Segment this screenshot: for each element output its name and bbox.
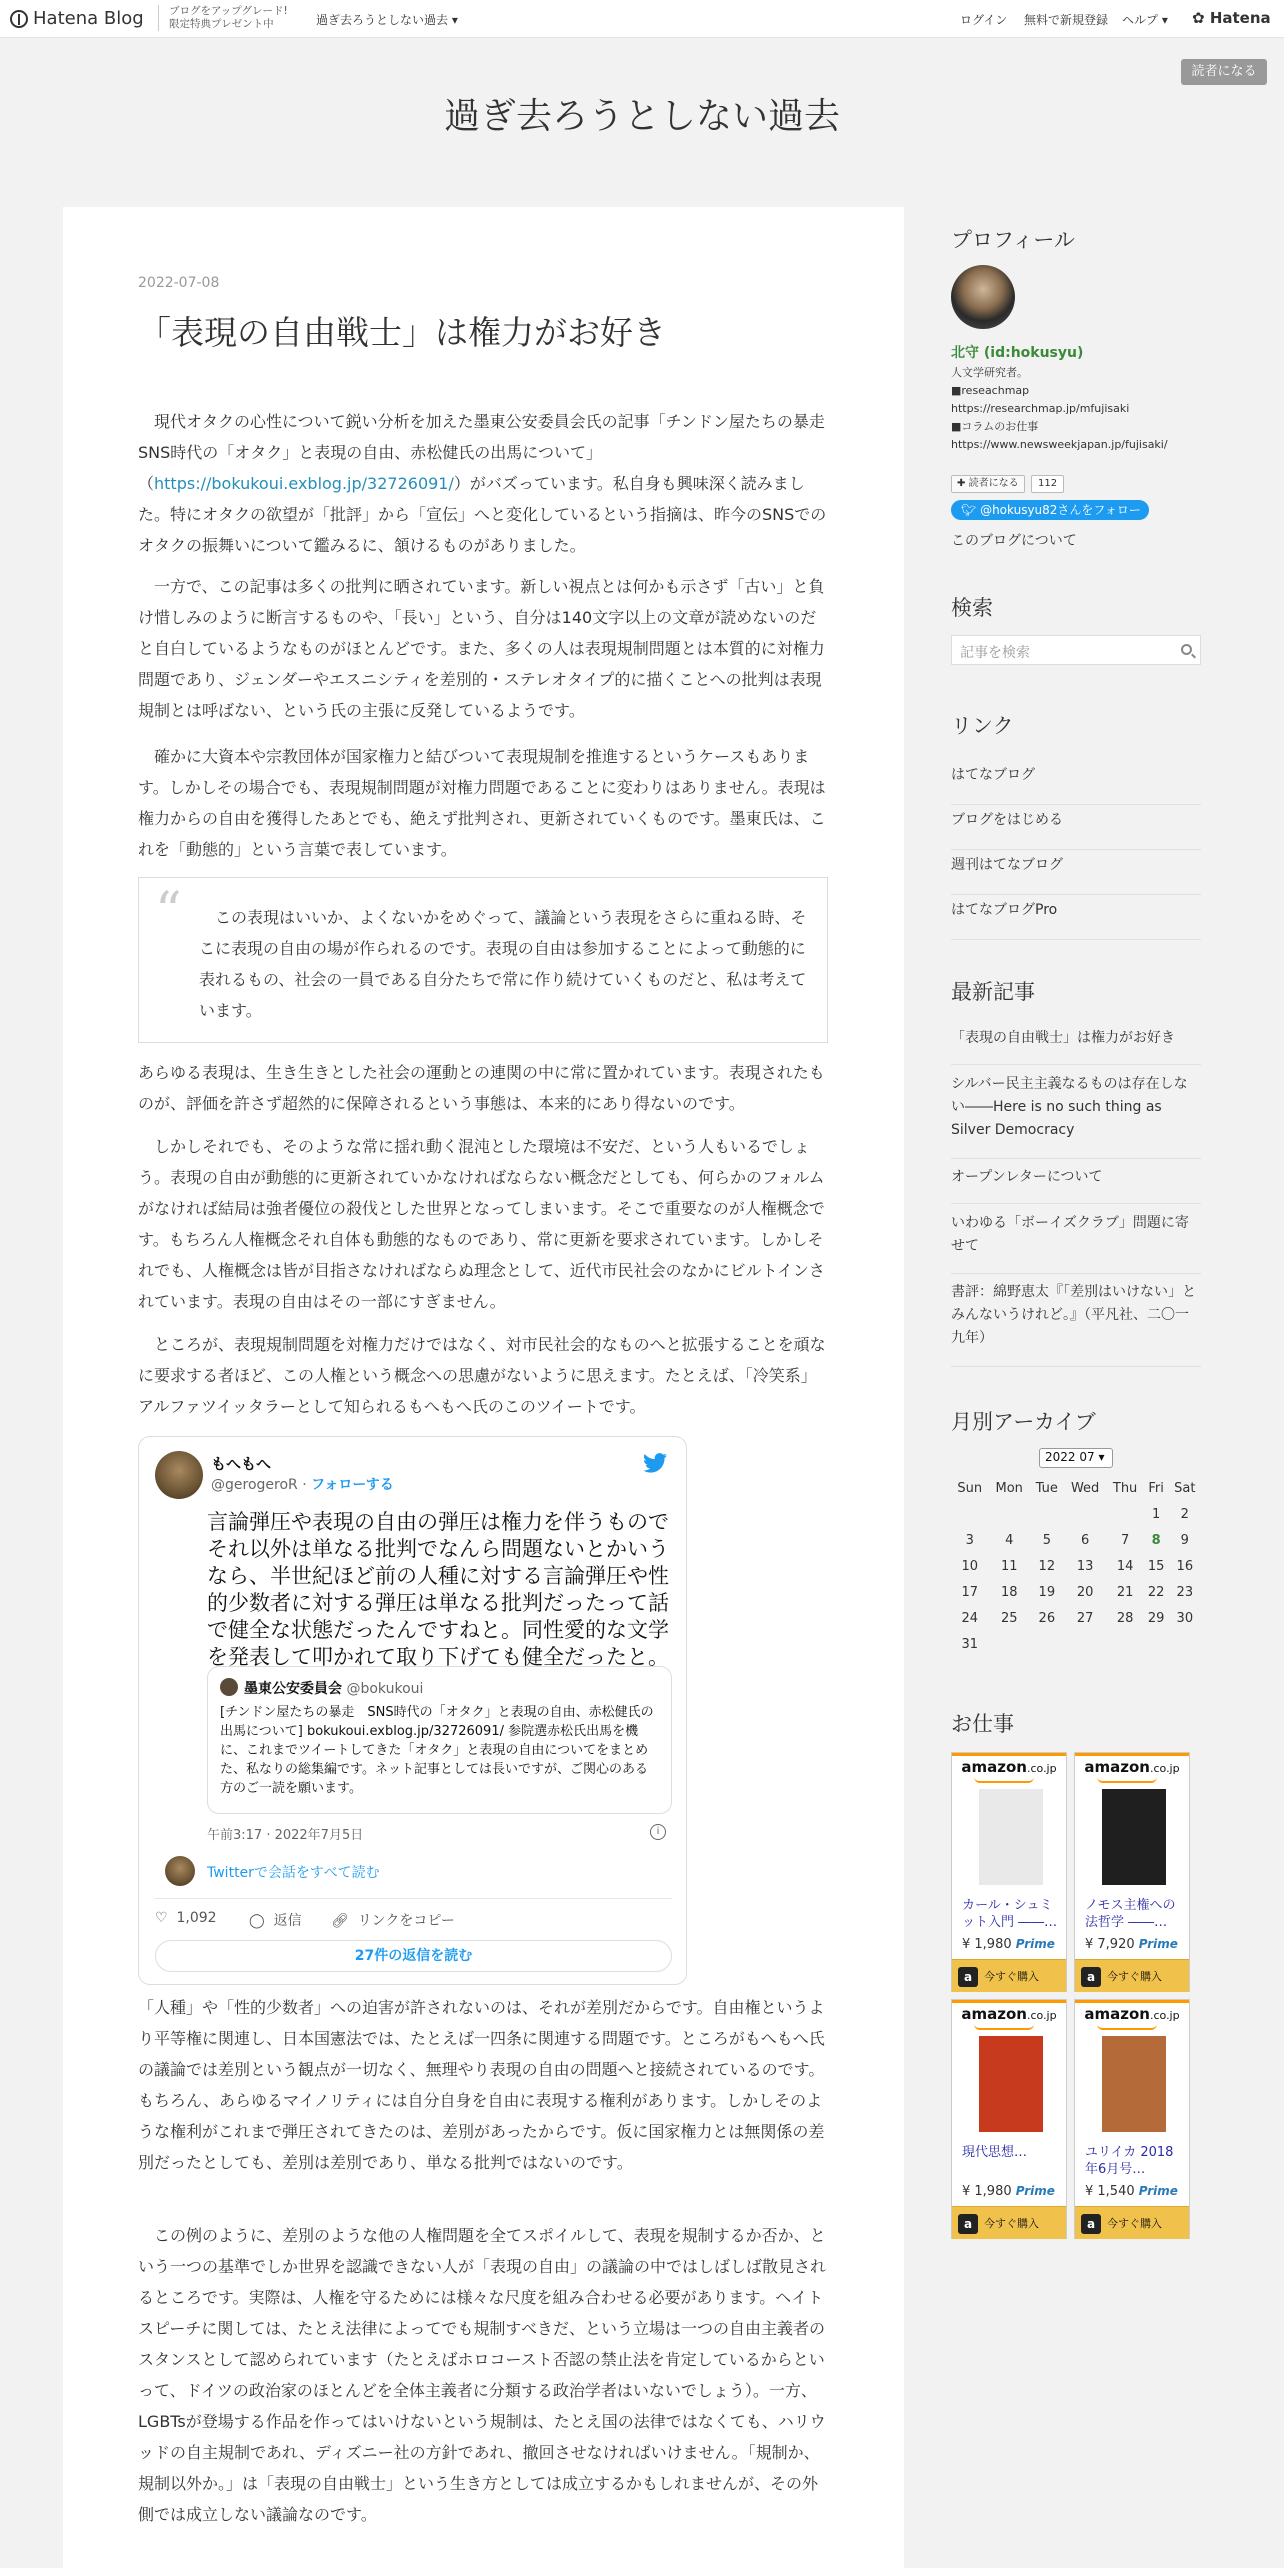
calendar-day: 19 — [1038, 1584, 1056, 1600]
prime-badge: Prime — [1015, 2184, 1055, 2198]
calendar-week — [951, 1501, 1201, 1527]
amazon-smile-icon — [1097, 1777, 1157, 1783]
hatena-flower-icon: ✿ — [1192, 9, 1205, 27]
about-blog-link[interactable]: このブログについて — [951, 533, 1077, 549]
reply-icon: ◯ — [249, 1913, 265, 1929]
amazon-logo: amazon.co.jp — [961, 1758, 1057, 1776]
blockquote — [138, 877, 828, 1043]
amazon-a-icon: a — [958, 1967, 978, 1987]
quoted-avatar — [220, 1678, 238, 1696]
book-cover[interactable] — [979, 1789, 1043, 1885]
recent-heading: 最新記事 — [951, 980, 1035, 1004]
article-link[interactable]: https://bokukoui.exblog.jp/32726091/ — [154, 474, 454, 493]
amazon-accent-bar — [952, 2000, 1066, 2003]
amazon-a-icon: a — [1081, 1967, 1101, 1987]
quoted-tweet[interactable] — [207, 1666, 672, 1814]
quote-mark-icon: “ — [155, 882, 182, 942]
buy-now-button[interactable]: a 今すぐ購入 — [952, 1959, 1066, 1992]
recent-entry[interactable]: シルバー民主主義なるものは存在しない――Here is no such thing as Silver Democracy — [951, 1073, 1201, 1159]
weekday-label: Tue — [1035, 1480, 1058, 1496]
calendar-day: 4 — [1005, 1532, 1014, 1548]
weekday-label: Mon — [995, 1480, 1023, 1496]
calendar-day — [1030, 1631, 1064, 1657]
calendar-week — [951, 1631, 1201, 1657]
amazon-book-card[interactable] — [1074, 1752, 1190, 1992]
calendar-day: 25 — [1000, 1610, 1018, 1626]
blog-menu[interactable]: 過ぎ去ろうとしない過去 ▾ — [316, 13, 458, 27]
archive-heading: 月別アーカイブ — [951, 1410, 1096, 1434]
calendar-day: 14 — [1116, 1558, 1134, 1574]
recent-entry[interactable]: いわゆる「ボーイズクラブ」問題に寄せて — [951, 1212, 1201, 1274]
amazon-book-card[interactable] — [951, 1999, 1067, 2239]
subscribe-button[interactable]: 読者になる — [1181, 59, 1267, 85]
reader-count: 112 — [1031, 475, 1064, 493]
amazon-smile-icon — [1097, 2024, 1157, 2030]
amazon-smile-icon — [974, 1777, 1034, 1783]
calendar-day[interactable]: 8 — [1151, 1532, 1161, 1548]
sidebar-link[interactable]: ブログをはじめる — [951, 805, 1201, 850]
calendar-day: 31 — [961, 1636, 978, 1652]
buy-now-button[interactable]: a 今すぐ購入 — [1075, 1959, 1189, 1992]
work-heading: お仕事 — [951, 1712, 1014, 1736]
paragraph: ところが、表現規制問題を対権力だけではなく、対市民社会的なものへと拡張することを頑なに要求する者ほど、この人権という概念への思慮がないように思えます。たとえば、「冷笑系」アルファツイッタラーとして知られるもへもへ氏のこのツイートです。 — [138, 1335, 826, 1416]
sidebar-link[interactable]: はてなブログPro — [951, 895, 1201, 940]
paragraph: この例のように、差別のような他の人権問題を全てスポイルして、表現を規制するか否か、という一つの基準でしか世界を認識できない人が「表現の自由」の議論の中ではしばしば散見されるところです。実際は、人権を守るためには様々な尺度を組み合わせる必要があります。ヘイトスピーチに関しては、たとえ法律によってでも規制すべきだ、という立場は一つの自由主義者のスタンスとして認められています（たとえばホロコースト否認の禁止法を肯定しているからといって、ドイツの政治家のほとんどを全体主義者に分類する政治学者はいないでしょう）。一方、LGBTsが登場する作品を作ってはいけないという規制は、たとえ国の法律ではなくても、ハリウッドの自主規制であれ、ディズニー社の方針であれ、撤回させなければいけません。「規制か、規制以外か。」は「表現の自由戦士」という生き方としては成立するかもしれませんが、その外側では成立しない議論なのです。 — [138, 2226, 827, 2524]
calendar-day: 22 — [1147, 1584, 1165, 1600]
book-title[interactable]: ノモス主権への法哲学 ――… — [1085, 1898, 1176, 1930]
calendar-day — [1064, 1501, 1107, 1527]
search-input[interactable]: 記事を検索 — [951, 635, 1201, 665]
amazon-logo: amazon.co.jp — [961, 2005, 1057, 2023]
hatena-blog-logo[interactable]: Hatena Blog — [10, 8, 144, 29]
calendar-week — [951, 1579, 1201, 1605]
amazon-logo: amazon.co.jp — [1084, 1758, 1180, 1776]
calendar-day — [988, 1631, 1030, 1657]
calendar-day: 21 — [1116, 1584, 1134, 1600]
book-price: ¥ 7,920 Prime — [1085, 1937, 1178, 1952]
heart-icon: ♡ — [155, 1910, 168, 1926]
calendar-day: 24 — [961, 1610, 978, 1626]
reader-button[interactable]: ✚ 読者になる — [951, 475, 1025, 493]
book-cover[interactable] — [1102, 2036, 1166, 2132]
calendar-day: 6 — [1080, 1532, 1090, 1548]
avatar[interactable] — [155, 1451, 203, 1499]
blog-title[interactable]: 過ぎ去ろうとしない過去 — [443, 96, 840, 137]
entry-date[interactable]: 2022-07-08 — [138, 275, 220, 291]
weekday-label: Wed — [1070, 1480, 1100, 1496]
calendar-day — [1107, 1501, 1144, 1527]
calendar-day — [1064, 1631, 1107, 1657]
link-icon: 🔗︎ — [331, 1913, 349, 1929]
sidebar-link[interactable]: 週刊はてなブログ — [951, 850, 1201, 895]
calendar — [951, 1475, 1201, 1657]
calendar-day: 15 — [1147, 1558, 1165, 1574]
help-menu[interactable]: ヘルプ ▾ — [1122, 13, 1168, 27]
calendar-day — [988, 1501, 1030, 1527]
prime-badge: Prime — [1138, 2184, 1178, 2198]
recent-entry[interactable]: 書評：綿野恵太『「差別はいけない」とみんないうけれど。』（平凡社、二〇一九年） — [951, 1281, 1201, 1367]
hatena-topbar — [0, 0, 1284, 38]
amazon-accent-bar — [1075, 2000, 1189, 2003]
calendar-day: 13 — [1076, 1558, 1094, 1574]
amazon-accent-bar — [1075, 1753, 1189, 1756]
profile-name[interactable]: 北守 (id:hokusyu) — [951, 345, 1084, 361]
paragraph: 現代オタクの心性について鋭い分析を加えた墨東公安委員会氏の記事「チンドン屋たちの暴走 SNS時代の「オタク」と表現の自由、赤松健氏の出馬について」（https://bokukoui.exblog.jp/32726091/）がバズっています。私自身も興味深く読みました。特にオタクの欲望が「批評」から「宣伝」へと変化しているという指摘は、昨今のSNSでのオタクの振舞いについて鑑みるに、頷けるものがありました。 — [138, 412, 841, 555]
quoted-text: [チンドン屋たちの暴走 SNS時代の「オタク」と表現の自由、赤松健氏の出馬について] bokukoui.exblog.jp/32726091/ 参院選赤松氏出馬を機に、これまでツイートしてきた「オタク」と表現の自由についてをまとめた、私なりの総集編です。ネット記事としては長いですが、ご関心のある方のご一読を願います。 — [220, 1705, 654, 1796]
hatena-logo-icon — [10, 10, 28, 28]
divider — [155, 1898, 672, 1899]
calendar-day — [1030, 1501, 1064, 1527]
tweet-author-handle: @gerogeroR · フォローする — [211, 1477, 394, 1493]
buy-now-button[interactable]: a 今すぐ購入 — [952, 2206, 1066, 2239]
profile-description: 人文学研究者。 ■reseachmap https://researchmap.jp/mfujisaki ■コラムのお仕事 https://www.newsweekjapan.jp/fujisaki/ — [951, 364, 1201, 454]
book-price: ¥ 1,980 Prime — [962, 1937, 1055, 1952]
calendar-day: 17 — [961, 1584, 978, 1600]
calendar-day: 16 — [1176, 1558, 1194, 1574]
book-title[interactable]: カール・シュミット入門 ――… — [962, 1898, 1058, 1930]
small-avatar — [165, 1856, 195, 1886]
amazon-book-card[interactable] — [1074, 1999, 1190, 2239]
calendar-week — [951, 1527, 1201, 1553]
article-column — [63, 207, 904, 2568]
weekday-label: Sat — [1174, 1480, 1196, 1496]
calendar-day — [951, 1501, 988, 1527]
follow-link[interactable]: フォローする — [311, 1477, 394, 1493]
calendar-day: 9 — [1180, 1532, 1189, 1548]
calendar-day — [1107, 1631, 1144, 1657]
paragraph: 一方で、この記事は多くの批判に晒されています。新しい視点とは何かも示さず「古い」と負け惜しみのように断言するものや、「長い」という、自分は140文字以上の文章が読めないのだと自白しているようなものがほとんどです。また、多くの人は表現規制問題とは本質的に対権力問題であり、ジェンダーやエスニシティを差別的・ステレオタイプ的に描くことへの批判は表現規制とは呼ばない、という氏の主張に反発しているようです。 — [138, 577, 825, 720]
calendar-week — [951, 1605, 1201, 1631]
search-icon[interactable] — [1181, 644, 1192, 655]
calendar-day: 18 — [1000, 1584, 1018, 1600]
paragraph: しかしそれでも、そのような常に揺れ動く混沌とした環境は不安だ、という人もいるでしょう。表現の自由が動態的に更新されていかなければならない概念だとしても、何らかのフォルムがなければ結局は強者優位の殺伐とした世界となってしまいます。そこで重要なのが人権概念です。もちろん人権概念それ自体も動態的なものであり、常に更新を要求されています。しかしそれでも、人権概念は皆が目指さなければならぬ理念として、近代市民社会のなかにビルトインされています。表現の自由はその一部にすぎません。 — [138, 1137, 825, 1311]
twitter-follow-button[interactable]: 🐦︎ @hokusyu82さんをフォロー — [951, 500, 1149, 520]
info-icon[interactable]: i — [650, 1824, 666, 1840]
calendar-day: 12 — [1038, 1558, 1056, 1574]
book-price: ¥ 1,540 Prime — [1085, 2184, 1178, 2199]
recent-entry[interactable]: オープンレターについて — [951, 1166, 1201, 1204]
amazon-a-icon: a — [1081, 2214, 1101, 2234]
calendar-day: 26 — [1038, 1610, 1056, 1626]
book-cover[interactable] — [1102, 1789, 1166, 1885]
profile-heading: プロフィール — [951, 228, 1075, 252]
prime-badge: Prime — [1015, 1937, 1055, 1951]
amazon-smile-icon — [974, 2024, 1034, 2030]
twitter-bird-icon: 🐦︎ — [961, 503, 977, 517]
calendar-day: 11 — [1000, 1558, 1018, 1574]
paragraph: 「人種」や「性的少数者」への迫害が許されないのは、それが差別だからです。自由権というより平等権に関連し、日本国憲法では、たとえば一四条に関連する問題です。ところがもへもへ氏の議論では差別という観点が一切なく、無理やり表現の自由の問題へと接続されているのです。もちろん、あらゆるマイノリティには自分自身を自由に表現する権利があります。しかしそのような権利がこれまで弾圧されてきたのは、差別があったからです。仮に国家権力とは無関係の差別だったとしても、差別は差別であり、単なる批判ではないのです。 — [138, 1998, 825, 2172]
calendar-day: 23 — [1176, 1584, 1194, 1600]
book-cover[interactable] — [979, 2036, 1043, 2132]
amazon-logo: amazon.co.jp — [1084, 2005, 1180, 2023]
researchmap-link[interactable]: https://researchmap.jp/mfujisaki — [951, 402, 1130, 415]
reply-button[interactable]: ◯ 返信 — [249, 1913, 302, 1929]
tweet-text: 言論弾圧や表現の自由の弾圧は権力を伴うものでそれ以外は単なる批判でなんら問題ないとかいうなら、半世紀ほど前の人種に対する言論弾圧や性的少数者に対する弾圧は単なる批判だったって話で健全な状態だったんですねと。同性愛的な文学を発表して叩かれて取り下げても健全だったと。 — [207, 1510, 669, 1669]
calendar-day: 20 — [1076, 1584, 1094, 1600]
like-button[interactable]: ♡ 1,092 — [155, 1910, 217, 1926]
book-price: ¥ 1,980 Prime — [962, 2184, 1055, 2199]
calendar-day: 29 — [1147, 1610, 1165, 1626]
tweet-author-name[interactable]: もへもへ — [211, 1455, 272, 1473]
amazon-accent-bar — [952, 1753, 1066, 1756]
archive-month-select[interactable]: 2022 07 ▾ — [1039, 1448, 1113, 1468]
plus-icon: ✚ — [957, 478, 966, 489]
paragraph: 確かに大資本や宗教団体が国家権力と結びついて表現規制を推進するというケースもあります。しかしその場合でも、表現規制問題が対権力問題であることに変わりはありません。表現は権力からの自由を獲得したあとでも、絶えず批判され、更新されていくものです。墨東氏は、これを「動態的」という言葉で表しています。 — [138, 747, 826, 859]
calendar-day — [1144, 1631, 1169, 1657]
weekday-label: Fri — [1148, 1480, 1164, 1496]
book-title[interactable]: ユリイカ 2018年6月号… — [1085, 2145, 1174, 2177]
prime-badge: Prime — [1138, 1937, 1178, 1951]
calendar-day: 3 — [965, 1532, 974, 1548]
signup-link[interactable]: 無料で新規登録 — [1024, 13, 1109, 27]
newsweek-link[interactable]: https://www.newsweekjapan.jp/fujisaki/ — [951, 438, 1168, 451]
calendar-day: 28 — [1116, 1610, 1134, 1626]
upgrade-promo[interactable]: ブログをアップグレード! 限定特典プレゼント中 — [158, 5, 288, 31]
twitter-bird-icon[interactable] — [643, 1453, 667, 1473]
calendar-day — [1169, 1631, 1201, 1657]
paragraph: あらゆる表現は、生き生きとした社会の運動との連関の中に常に置かれています。表現されたものが、評価を許さず超然的に保障されるという事態は、本来的にあり得ないのです。 — [138, 1063, 825, 1113]
copy-link-button[interactable]: 🔗︎ リンクをコピー — [331, 1913, 455, 1929]
read-conversation-link[interactable]: Twitterで会話をすべて読む — [207, 1865, 380, 1881]
tweet-timestamp[interactable]: 午前3:17 · 2022年7月5日 — [207, 1828, 364, 1843]
links-heading: リンク — [951, 714, 1014, 738]
sidebar-link[interactable]: はてなブログ — [951, 760, 1201, 805]
quote-text: この表現はいいか、よくないかをめぐって、議論という表現をさらに重ねる時、そこに表現の自由の場が作られるのです。表現の自由は参加することによって動態的に表れるもの、社会の一員である自分たちで常に作り続けていくものだと、私は考えています。 — [199, 908, 807, 1020]
book-title[interactable]: 現代思想… — [962, 2145, 1028, 2160]
profile-avatar[interactable] — [951, 265, 1015, 329]
calendar-day: 1 — [1151, 1506, 1161, 1522]
search-heading: 検索 — [951, 596, 993, 620]
calendar-day: 2 — [1180, 1506, 1189, 1522]
login-link[interactable]: ログイン — [960, 13, 1008, 27]
calendar-day: 30 — [1176, 1610, 1194, 1626]
calendar-day: 7 — [1120, 1532, 1130, 1548]
weekday-label: Thu — [1112, 1480, 1138, 1496]
amazon-a-icon: a — [958, 2214, 978, 2234]
buy-now-button[interactable]: a 今すぐ購入 — [1075, 2206, 1189, 2239]
read-replies-button[interactable]: 27件の返信を読む — [155, 1940, 672, 1972]
calendar-day: 10 — [961, 1558, 978, 1574]
quoted-author: 墨東公安委員会 @bokukoui — [244, 1681, 424, 1697]
embedded-tweet[interactable] — [138, 1436, 687, 1985]
calendar-day: 5 — [1042, 1532, 1051, 1548]
calendar-day: 27 — [1076, 1610, 1094, 1626]
calendar-week — [951, 1553, 1201, 1579]
hatena-logo[interactable]: ✿ Hatena — [1192, 9, 1271, 27]
entry-title[interactable]: 「表現の自由戦士」は権力がお好き — [138, 313, 666, 352]
weekday-label: Sun — [957, 1480, 983, 1496]
recent-entry[interactable]: 「表現の自由戦士」は権力がお好き — [951, 1027, 1201, 1065]
amazon-book-card[interactable] — [951, 1752, 1067, 1992]
